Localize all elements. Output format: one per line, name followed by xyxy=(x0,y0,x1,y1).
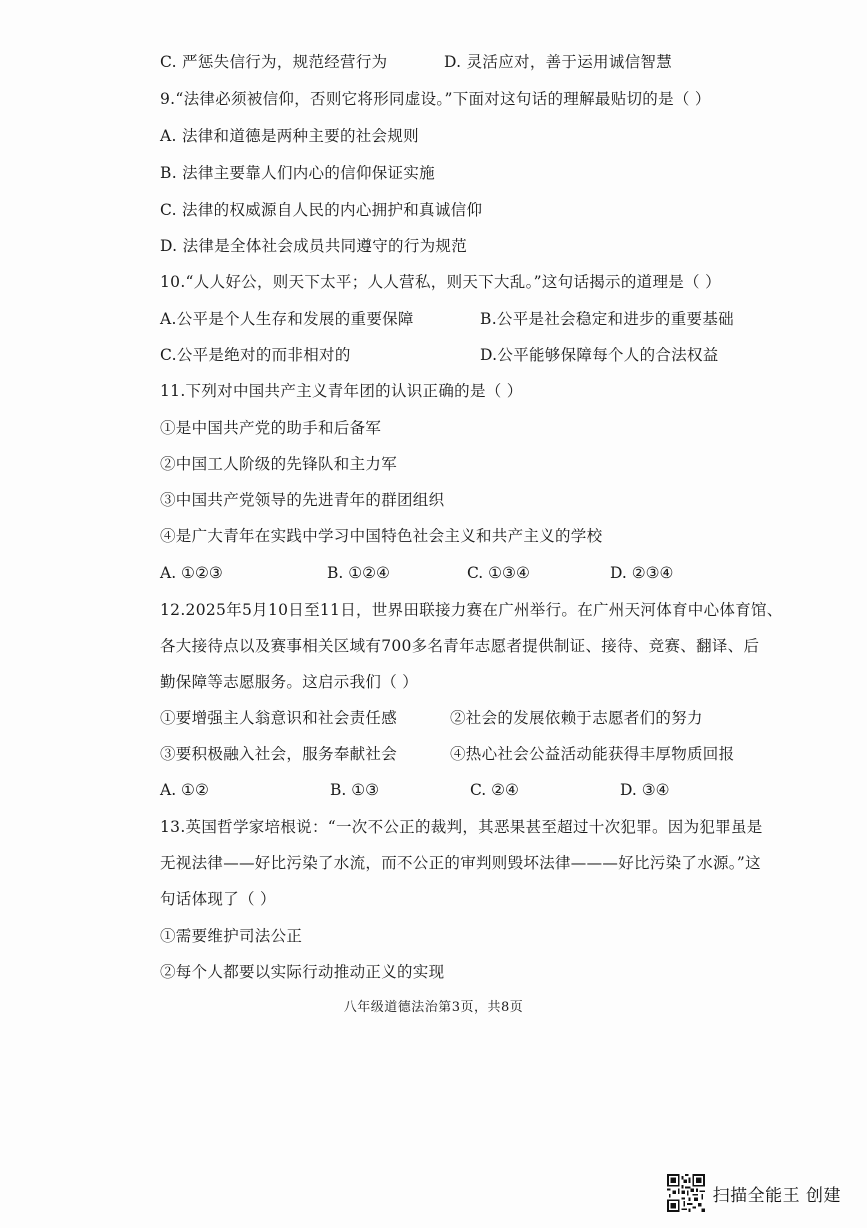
q12-option-d: D. ③④ xyxy=(620,781,670,799)
q10-option-b: B.公平是社会稳定和进步的重要基础 xyxy=(480,310,734,328)
q13-stem-line-2: 无视法律——好比污染了水流，而不公正的审判则毁坏法律———好比污染了水源。”这 xyxy=(160,854,761,872)
q12-stem-line-2: 各大接待点以及赛事相关区域有700多名青年志愿者提供制证、接待、竞赛、翻译、后 xyxy=(160,637,760,655)
q10-option-c: C.公平是绝对的而非相对的 xyxy=(160,346,351,364)
q8-option-c: C. 严惩失信行为，规范经营行为 xyxy=(160,53,388,71)
q11-stem: 11.下列对中国共产主义青年团的认识正确的是（ ） xyxy=(160,382,523,400)
q9-option-b: B. 法律主要靠人们内心的信仰保证实施 xyxy=(160,164,435,182)
q9-option-d: D. 法律是全体社会成员共同遵守的行为规范 xyxy=(160,237,468,255)
page-footer: 八年级道德法治第3页，共8页 xyxy=(343,1000,524,1015)
q10-option-a: A.公平是个人生存和发展的重要保障 xyxy=(160,310,414,328)
qr-code-icon xyxy=(667,1174,705,1212)
q12-item-4: ④热心社会公益活动能获得丰厚物质回报 xyxy=(450,745,735,763)
q11-option-c: C. ①③④ xyxy=(467,564,530,582)
q12-option-c: C. ②④ xyxy=(470,781,519,799)
q11-option-d: D. ②③④ xyxy=(610,564,674,582)
scanner-brand-label: 扫描全能王 创建 xyxy=(712,1185,841,1206)
q9-stem: 9.“法律必须被信仰，否则它将形同虚设。”下面对这句话的理解最贴切的是（ ） xyxy=(160,90,711,108)
q13-item-1: ①需要维护司法公正 xyxy=(160,927,303,945)
q12-item-2: ②社会的发展依赖于志愿者们的努力 xyxy=(450,709,703,727)
q12-stem-line-1: 12.2025年5月10日至11日，世界田联接力赛在广州举行。在广州天河体育中心体育馆、 xyxy=(160,601,783,619)
q13-item-2: ②每个人都要以实际行动推动正义的实现 xyxy=(160,963,445,981)
q10-option-d: D.公平能够保障每个人的合法权益 xyxy=(480,346,719,364)
q12-stem-line-3: 勤保障等志愿服务。这启示我们（ ） xyxy=(160,673,419,691)
q12-item-3: ③要积极融入社会，服务奉献社会 xyxy=(160,745,398,763)
q13-stem-line-3: 句话体现了（ ） xyxy=(160,890,276,908)
q9-option-c: C. 法律的权威源自人民的内心拥护和真诚信仰 xyxy=(160,201,483,219)
q11-item-3: ③中国共产党领导的先进青年的群团组织 xyxy=(160,491,445,509)
q12-option-b: B. ①③ xyxy=(330,781,380,799)
q11-item-1: ①是中国共产党的助手和后备军 xyxy=(160,419,382,437)
q11-option-b: B. ①②④ xyxy=(327,564,390,582)
q12-item-1: ①要增强主人翁意识和社会责任感 xyxy=(160,709,398,727)
q8-option-d: D. 灵活应对，善于运用诚信智慧 xyxy=(444,53,673,71)
q11-item-4: ④是广大青年在实践中学习中国特色社会主义和共产主义的学校 xyxy=(160,527,603,545)
q10-stem: 10.“人人好公，则天下太平；人人营私，则天下大乱。”这句话揭示的道理是（ ） xyxy=(160,273,721,291)
q11-option-a: A. ①②③ xyxy=(160,564,223,582)
q11-item-2: ②中国工人阶级的先锋队和主力军 xyxy=(160,455,398,473)
q12-option-a: A. ①② xyxy=(160,781,209,799)
q13-stem-line-1: 13.英国哲学家培根说：“一次不公正的裁判，其恶果甚至超过十次犯罪。因为犯罪虽是 xyxy=(160,818,763,836)
scanner-watermark xyxy=(667,1173,841,1213)
q9-option-a: A. 法律和道德是两种主要的社会规则 xyxy=(160,127,419,145)
